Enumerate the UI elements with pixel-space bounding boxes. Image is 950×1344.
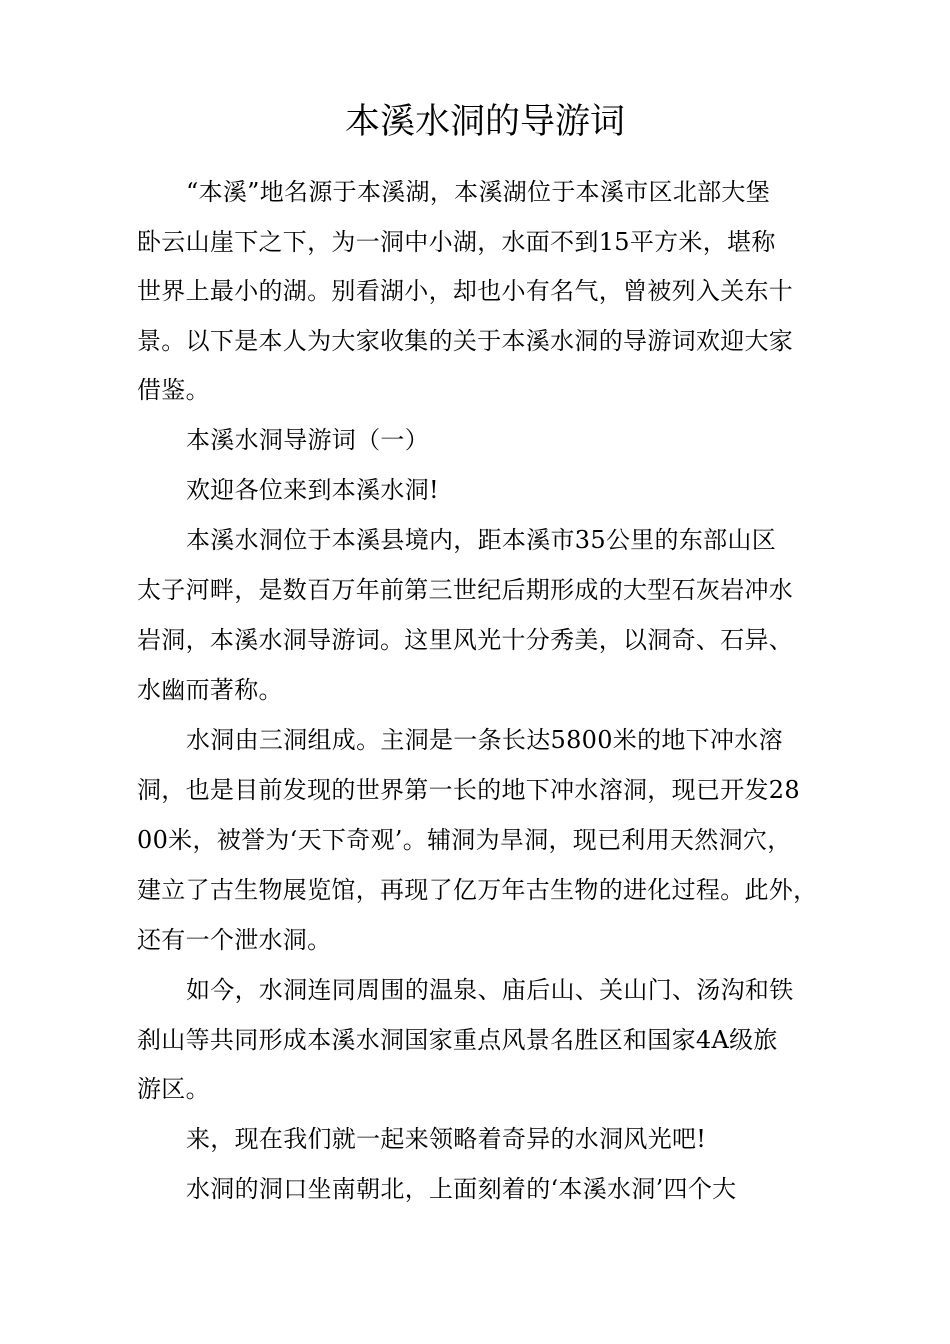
paragraph-line: 来，现在我们就一起来领略着奇异的水洞风光吧! bbox=[186, 1125, 707, 1153]
paragraph-line: 水幽而著称。 bbox=[137, 676, 283, 704]
paragraph-line: 建立了古生物展览馆，再现了亿万年古生物的进化过程。此外， bbox=[137, 876, 818, 904]
paragraph-line: 卧云山崖下之下，为一洞中小湖，水面不到15平方米，堪称 bbox=[137, 228, 776, 256]
paragraph-line: 借鉴。 bbox=[137, 376, 210, 404]
document-title: 本溪水洞的导游词 bbox=[344, 102, 625, 142]
paragraph-line: 欢迎各位来到本溪水洞! bbox=[186, 476, 439, 504]
paragraph-line: 景。以下是本人为大家收集的关于本溪水洞的导游词欢迎大家 bbox=[137, 327, 794, 355]
paragraph-line: 岩洞，本溪水洞导游词。这里风光十分秀美，以洞奇、石异、 bbox=[137, 626, 794, 654]
paragraph-line: 太子河畔，是数百万年前第三世纪后期形成的大型石灰岩冲水 bbox=[137, 576, 794, 604]
paragraph-line: 洞，也是目前发现的世界第一长的地下冲水溶洞，现已开发28 bbox=[137, 776, 800, 804]
paragraph-line: 还有一个泄水洞。 bbox=[137, 926, 332, 954]
paragraph-line: 水洞由三洞组成。主洞是一条长达5800米的地下冲水溶 bbox=[186, 726, 783, 754]
paragraph-line: “本溪”地名源于本溪湖，本溪湖位于本溪市区北部大堡 bbox=[186, 178, 771, 206]
section-heading: 本溪水洞导游词（一） bbox=[186, 426, 429, 454]
paragraph-line: 游区。 bbox=[137, 1075, 210, 1103]
paragraph-line: 刹山等共同形成本溪水洞国家重点风景名胜区和国家4A级旅 bbox=[137, 1026, 778, 1054]
paragraph-line: 水洞的洞口坐南朝北，上面刻着的‘本溪水洞’四个大 bbox=[186, 1175, 737, 1203]
paragraph-line: 如今，水洞连同周围的温泉、庙后山、关山门、汤沟和铁 bbox=[186, 976, 794, 1004]
paragraph-line: 世界上最小的湖。别看湖小，却也小有名气，曾被列入关东十 bbox=[137, 277, 794, 305]
paragraph-line: 00米，被誉为‘天下奇观’。辅洞为旱洞，现已利用天然洞穴， bbox=[137, 826, 792, 854]
paragraph-line: 本溪水洞位于本溪县境内，距本溪市35公里的东部山区 bbox=[186, 526, 777, 554]
